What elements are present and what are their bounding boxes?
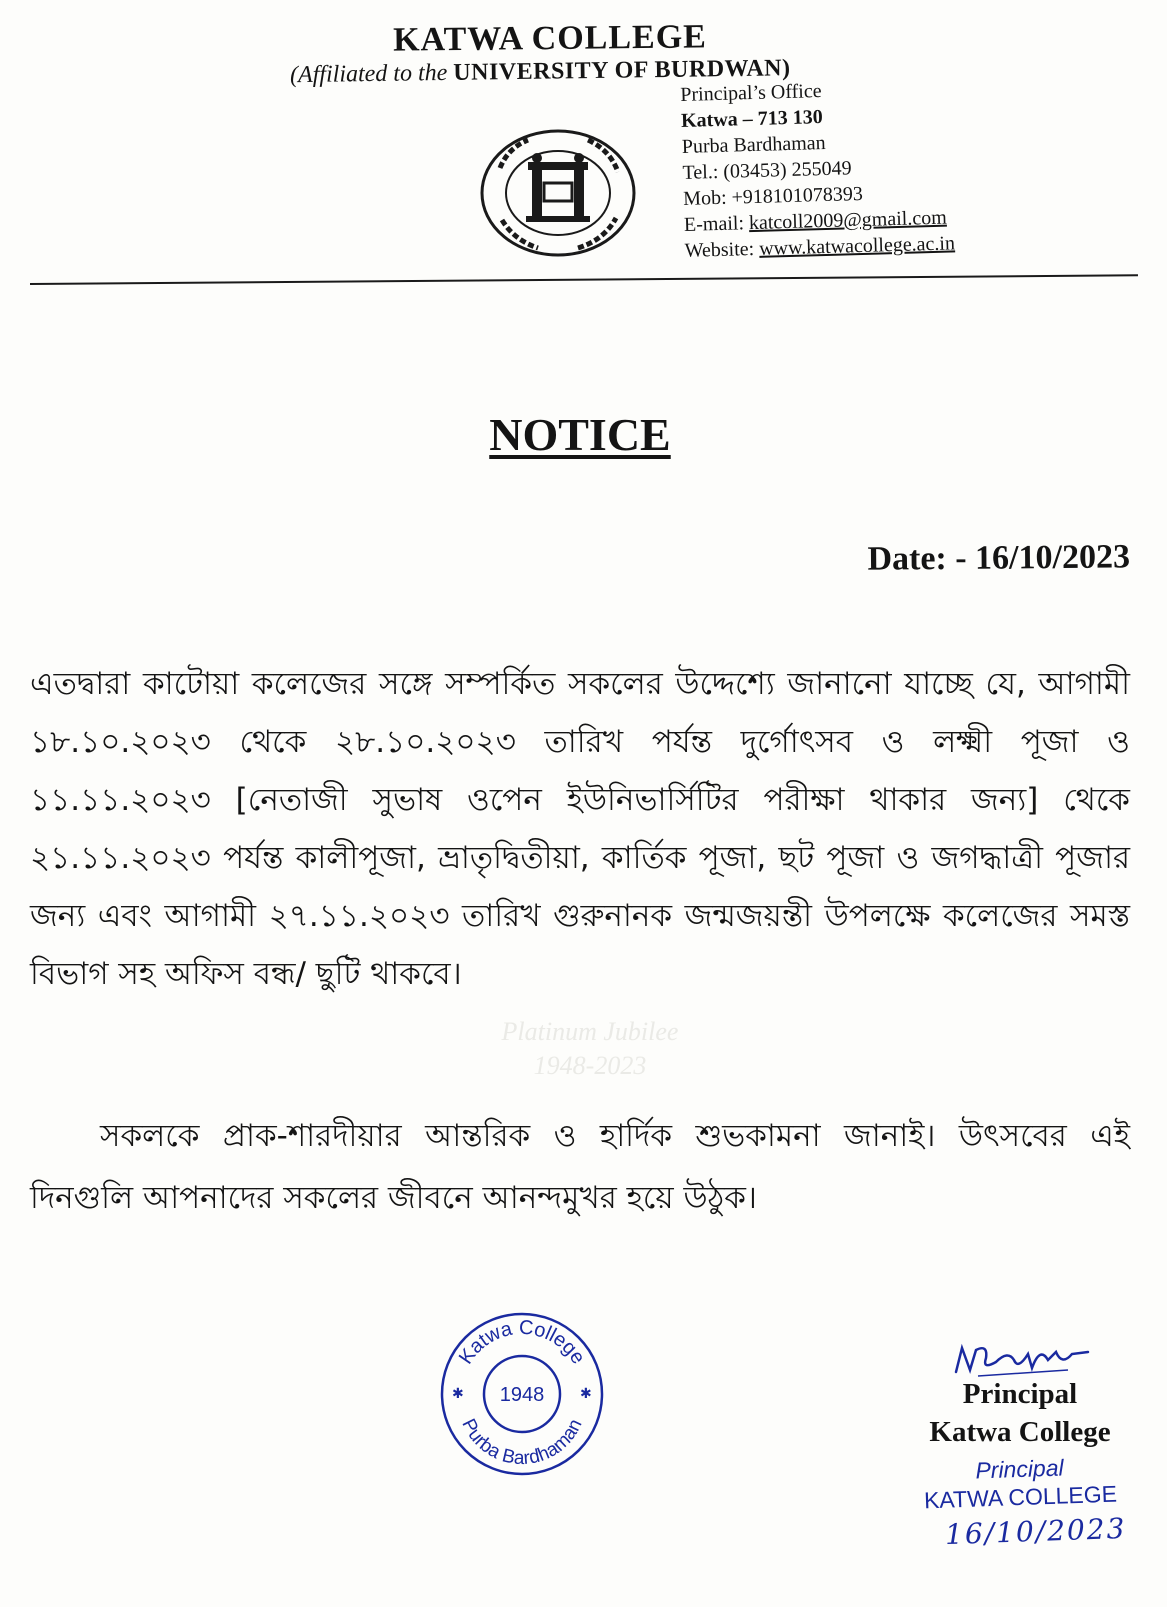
affiliation-prefix: (Affiliated to the — [289, 59, 454, 89]
college-emblem-icon — [478, 128, 638, 258]
letterhead-divider — [30, 274, 1138, 285]
college-name: KATWA COLLEGE — [392, 18, 708, 59]
website-link[interactable]: www.katwacollege.ac.in — [758, 232, 956, 260]
principal-office-details — [680, 73, 1005, 264]
seal-bottom-text: Purba Bardhaman — [457, 1415, 587, 1470]
watermark-line-1: Platinum Jubilee — [501, 1017, 679, 1046]
seal-year: 1948 — [499, 1384, 545, 1406]
email-link[interactable]: katcoll2009@gmail.com — [748, 206, 948, 235]
seal-top-text: Katwa College — [454, 1316, 590, 1369]
watermark-line-2: 1948-2023 — [533, 1051, 647, 1080]
platinum-jubilee-watermark — [440, 1015, 740, 1083]
notice-date: Date: - 16/10/2023 — [867, 538, 1131, 578]
college-seal-stamp-icon — [438, 1310, 606, 1478]
office-district: Purba Bardhaman — [681, 131, 826, 158]
principal-signature-icon — [948, 1340, 1098, 1380]
office-mob: Mob: +918101078393 — [682, 182, 864, 210]
signatory-institution: Katwa College — [929, 1416, 1111, 1448]
notice-paragraph-2: সকলকে প্রাক-শারদীয়ার আন্তরিক ও হার্দিক শুভকামনা জানাই। উৎসবের এই দিনগুলি আপনাদের সকলের জীবনে আনন্দমুখর হয়ে উঠুক। — [30, 1118, 1130, 1216]
office-tel: Tel.: (03453) 255049 — [682, 157, 852, 184]
seal-star-right-icon: ✱ — [580, 1386, 592, 1402]
handwritten-date: 16/10/2023 — [944, 1511, 1127, 1552]
email-label: E-mail: — [683, 212, 750, 236]
affiliation-university: UNIVERSITY OF BURDWAN) — [453, 55, 791, 86]
principal-rubber-stamp — [904, 1451, 1136, 1515]
office-label: Principal’s Office — [680, 80, 822, 106]
notice-paragraph-1: এতদ্বারা কাটোয়া কলেজের সঙ্গে সম্পর্কিত সকলের উদ্দেশ্যে জানানো যাচ্ছে যে, আগামী ১৮.১০.২০২৩ থেকে ২৮.১০.২০২৩ তারিখ পর্যন্ত দুর্গোৎসব ও লক্ষ্মী পূজা ও ১১.১১.২০২৩ [নেতাজী সুভাষ ওপেন ইউনিভার্সিটির পরীক্ষা থাকার জন্য] থেকে ২১.১১.২০২৩ পর্যন্ত কালীপূজা, ভ্রাতৃদ্বিতীয়া, কার্তিক পূজা, ছট পূজা ও জগদ্ধাত্রী পূজার জন্য এবং আগামী ২৭.১১.২০২৩ তারিখ গুরুনানক জন্মজয়ন্তী উপলক্ষে কলেজের সমস্ত বিভাগ সহ অফিস বন্ধ/ ছুটি থাকবে। — [30, 666, 1130, 992]
website-label: Website: — [684, 237, 760, 262]
notice-title: NOTICE — [489, 409, 671, 460]
stamp-institution: KATWA COLLEGE — [923, 1480, 1118, 1514]
signatory-title: Principal — [962, 1378, 1078, 1410]
stamp-title: Principal — [974, 1454, 1065, 1484]
office-pin: Katwa – 713 130 — [680, 106, 824, 132]
seal-star-left-icon: ✱ — [452, 1386, 464, 1402]
signatory-block — [900, 1375, 1140, 1451]
